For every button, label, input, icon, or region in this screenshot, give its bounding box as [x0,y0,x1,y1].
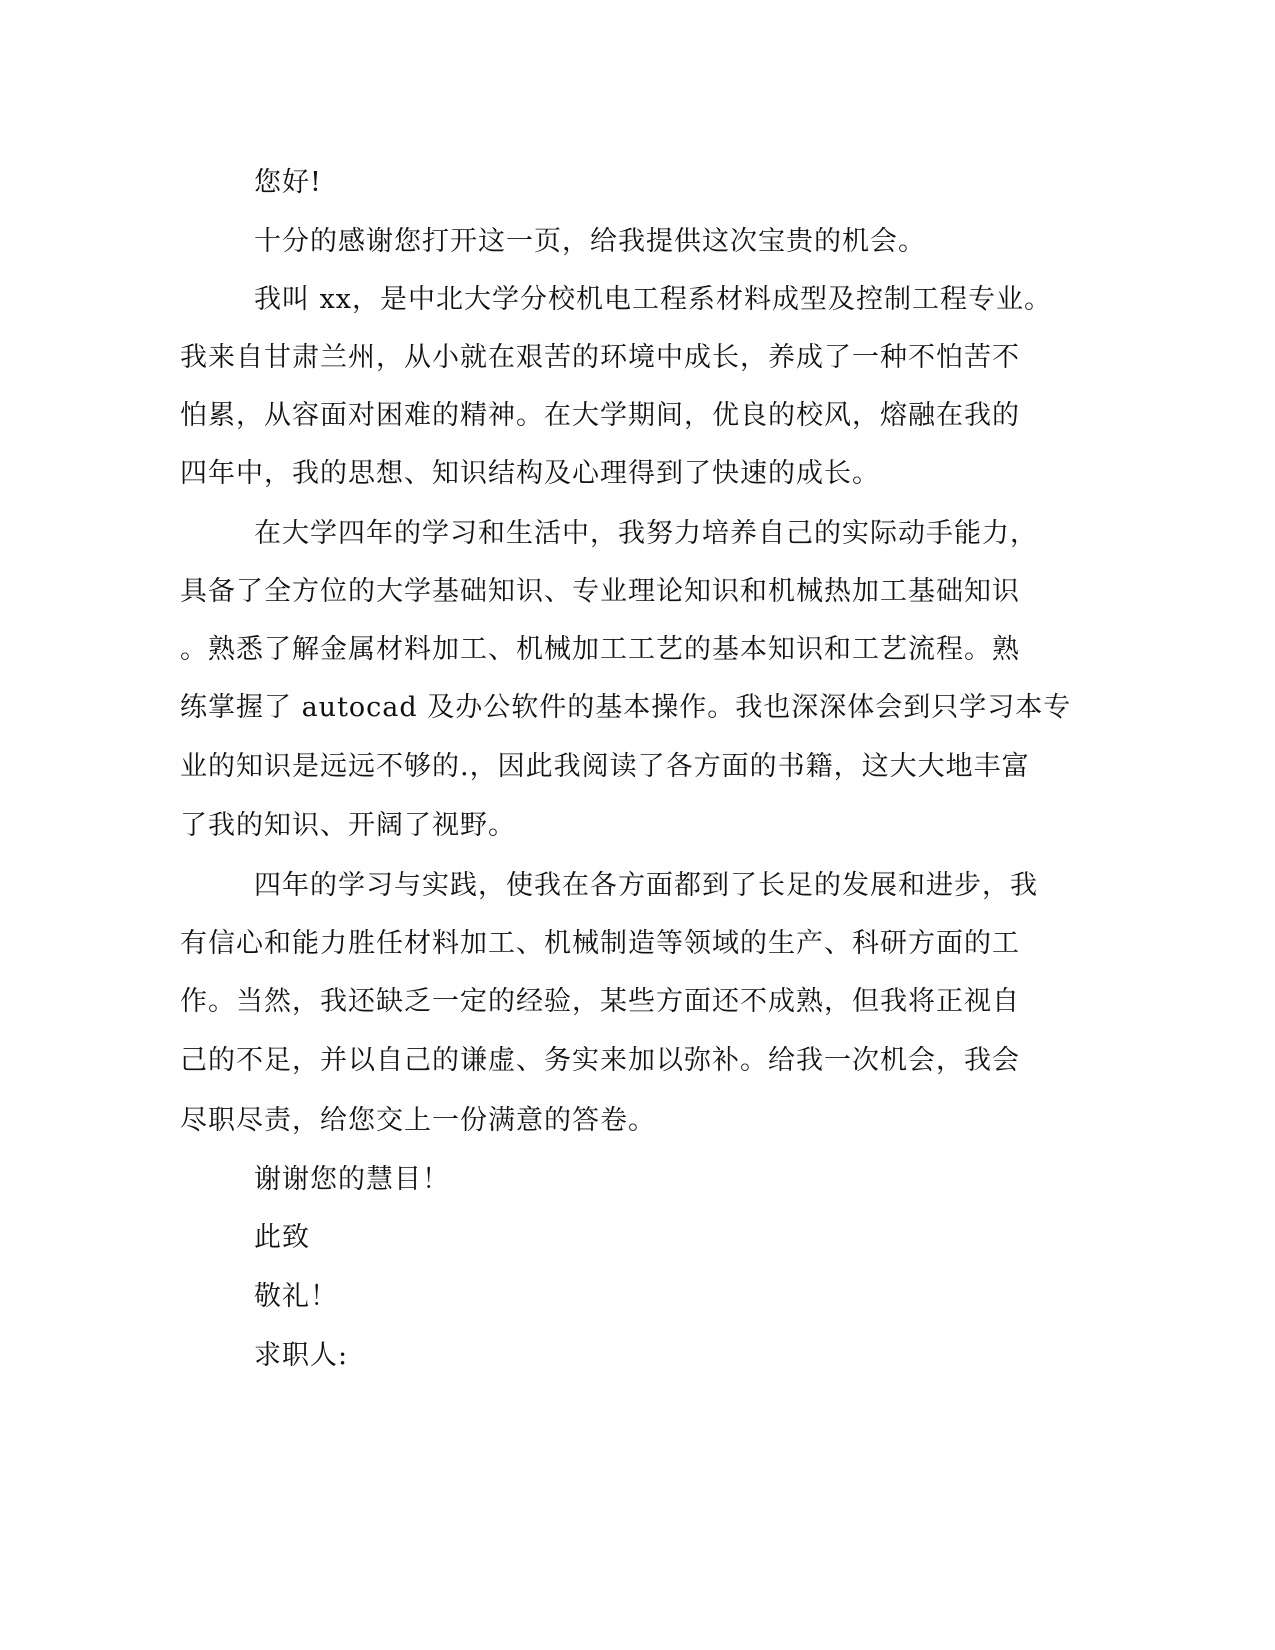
paragraph-1-line: 我来自甘肃兰州，从小就在艰苦的环境中成长，养成了一种不怕苦不 [180,342,1020,373]
paragraph-3-line: 尽职尽责，给您交上一份满意的答卷。 [180,1105,656,1136]
closing-line-2: 敬礼！ [254,1281,338,1312]
paragraph-2-line: 练掌握了 autocad 及办公软件的基本操作。我也深深体会到只学习本专 [180,692,1072,723]
thanks-line: 谢谢您的慧目！ [254,1164,450,1195]
paragraph-2-line: 了我的知识、开阔了视野。 [180,810,516,841]
paragraph-3-line: 有信心和能力胜任材料加工、机械制造等领域的生产、科研方面的工 [180,928,1020,959]
paragraph-2-line: 业的知识是远远不够的.，因此我阅读了各方面的书籍，这大大地丰富 [180,751,1030,782]
paragraph-3-line: 己的不足，并以自己的谦虚、务实来加以弥补。给我一次机会，我会 [180,1045,1020,1076]
signature-line: 求职人: [254,1340,349,1371]
opening-line: 十分的感谢您打开这一页，给我提供这次宝贵的机会。 [254,226,926,257]
closing-line-1: 此致 [254,1222,310,1253]
paragraph-2-line: 具备了全方位的大学基础知识、专业理论知识和机械热加工基础知识 [180,576,1020,607]
paragraph-1-line: 我叫 xx，是中北大学分校机电工程系材料成型及控制工程专业。 [254,284,1053,315]
paragraph-1-line: 怕累，从容面对困难的精神。在大学期间，优良的校风，熔融在我的 [180,400,1020,431]
paragraph-2-line: 在大学四年的学习和生活中，我努力培养自己的实际动手能力， [254,518,1038,549]
paragraph-1-line: 四年中，我的思想、知识结构及心理得到了快速的成长。 [180,458,880,489]
paragraph-2-line: 。熟悉了解金属材料加工、机械加工工艺的基本知识和工艺流程。熟 [180,634,1020,665]
paragraph-3-line: 四年的学习与实践，使我在各方面都到了长足的发展和进步，我 [254,870,1038,901]
greeting: 您好! [254,167,322,198]
paragraph-3-line: 作。当然，我还缺乏一定的经验，某些方面还不成熟，但我将正视自 [180,986,1020,1017]
